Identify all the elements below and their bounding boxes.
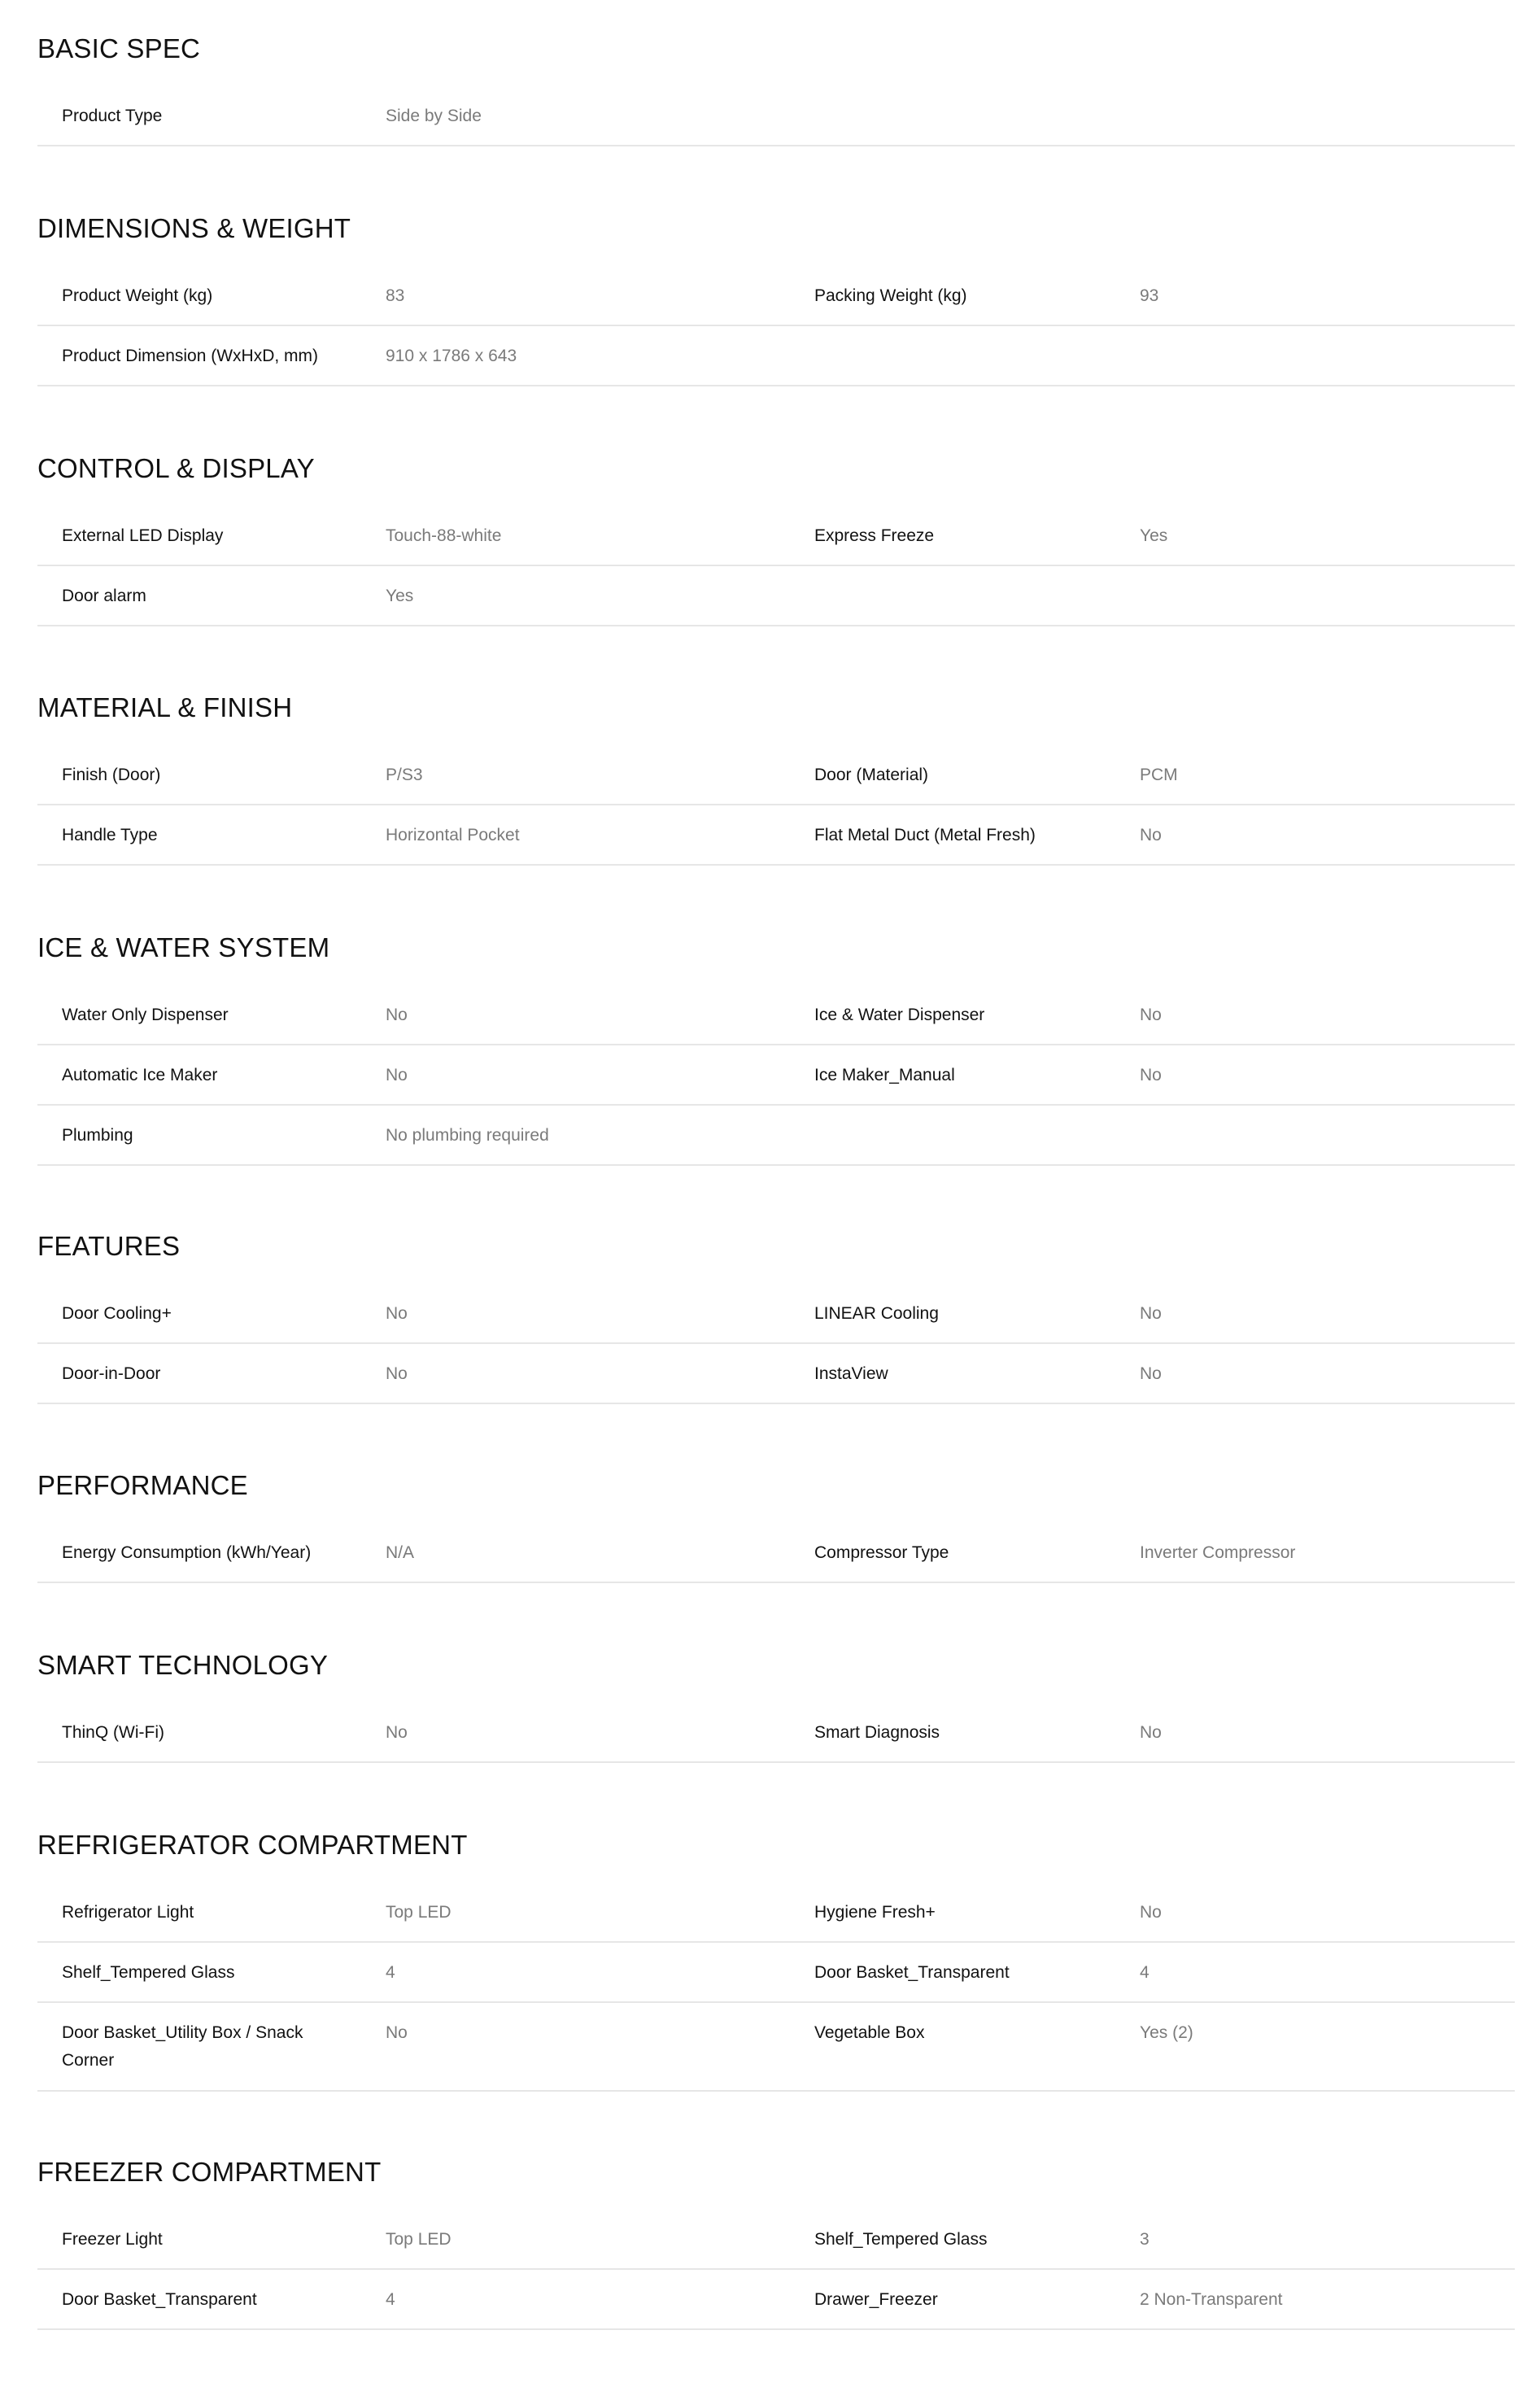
spec-value: No xyxy=(1140,1066,1162,1084)
spec-label: Packing Weight (kg) xyxy=(814,286,967,305)
spec-row xyxy=(37,2210,1515,2270)
spec-label: Smart Diagnosis xyxy=(814,1723,940,1742)
spec-value: 93 xyxy=(1140,286,1159,305)
spec-value: 910 x 1786 x 643 xyxy=(386,347,517,365)
spec-value: 4 xyxy=(1140,1963,1150,1982)
spec-value: No xyxy=(1140,1364,1162,1383)
spec-row xyxy=(37,1703,1515,1763)
spec-label: Plumbing xyxy=(62,1126,133,1145)
spec-value: 3 xyxy=(1140,2230,1150,2249)
section-title: DIMENSIONS & WEIGHT xyxy=(37,213,351,243)
spec-label: External LED Display xyxy=(62,526,224,545)
spec-row xyxy=(37,506,1515,566)
spec-row xyxy=(37,1943,1515,2003)
spec-row xyxy=(37,326,1515,386)
section-title: MATERIAL & FINISH xyxy=(37,692,293,722)
spec-label: Door Basket_Transparent xyxy=(814,1963,1010,1982)
spec-value: N/A xyxy=(386,1543,415,1562)
spec-value: No xyxy=(1140,1304,1162,1323)
spec-row xyxy=(37,1284,1515,1344)
spec-label: ThinQ (Wi-Fi) xyxy=(62,1723,164,1742)
spec-value: Touch-88-white xyxy=(386,526,502,545)
spec-label: Finish (Door) xyxy=(62,766,161,784)
spec-row xyxy=(37,1106,1515,1166)
spec-label: Door alarm xyxy=(62,587,146,605)
section-title: CONTROL & DISPLAY xyxy=(37,453,315,483)
spec-row xyxy=(37,1883,1515,1943)
spec-label: Express Freeze xyxy=(814,526,935,545)
spec-label: Hygiene Fresh+ xyxy=(814,1903,936,1922)
spec-label: Compressor Type xyxy=(814,1543,949,1562)
spec-value: No xyxy=(386,1723,408,1742)
spec-value: Inverter Compressor xyxy=(1140,1543,1296,1562)
spec-label: Ice Maker_Manual xyxy=(814,1066,955,1084)
spec-value: No xyxy=(386,1364,408,1383)
spec-label: Shelf_Tempered Glass xyxy=(814,2230,988,2249)
spec-label: LINEAR Cooling xyxy=(814,1304,939,1323)
spec-label: Product Dimension (WxHxD, mm) xyxy=(62,347,319,365)
spec-label: InstaView xyxy=(814,1364,888,1383)
spec-row xyxy=(37,2003,1515,2092)
section-title: FREEZER COMPARTMENT xyxy=(37,2157,382,2187)
spec-value: No xyxy=(1140,826,1162,844)
spec-value: Top LED xyxy=(386,1903,452,1922)
spec-label: Shelf_Tempered Glass xyxy=(62,1963,235,1982)
spec-value: PCM xyxy=(1140,766,1178,784)
spec-label: Door Cooling+ xyxy=(62,1304,172,1323)
section-title: FEATURES xyxy=(37,1231,181,1261)
spec-label: Water Only Dispenser xyxy=(62,1006,229,1024)
spec-value: 4 xyxy=(386,2290,395,2309)
section-title: BASIC SPEC xyxy=(37,33,201,63)
spec-label: Product Type xyxy=(62,107,163,125)
spec-label: Ice & Water Dispenser xyxy=(814,1006,985,1024)
spec-row xyxy=(37,2270,1515,2330)
section-title: REFRIGERATOR COMPARTMENT xyxy=(37,1830,468,1860)
spec-value: No xyxy=(386,1304,408,1323)
spec-value: P/S3 xyxy=(386,766,423,784)
spec-label: Door Basket_Utility Box / Snack Corner xyxy=(62,2023,303,2070)
spec-value: Top LED xyxy=(386,2230,452,2249)
spec-row xyxy=(37,745,1515,805)
section-title: SMART TECHNOLOGY xyxy=(37,1650,329,1680)
spec-row xyxy=(37,566,1515,626)
section-title: ICE & WATER SYSTEM xyxy=(37,932,330,962)
spec-value: 83 xyxy=(386,286,405,305)
spec-value: Horizontal Pocket xyxy=(386,826,520,844)
section-title: PERFORMANCE xyxy=(37,1470,248,1500)
spec-value: No xyxy=(1140,1723,1162,1742)
spec-value: No xyxy=(386,2023,408,2042)
spec-label: Door Basket_Transparent xyxy=(62,2290,257,2309)
spec-value: Yes (2) xyxy=(1140,2023,1193,2042)
spec-value: Yes xyxy=(1140,526,1168,545)
spec-label: Product Weight (kg) xyxy=(62,286,213,305)
spec-row xyxy=(37,1523,1515,1583)
spec-row xyxy=(37,266,1515,326)
spec-label: Freezer Light xyxy=(62,2230,163,2249)
spec-value: Yes xyxy=(386,587,414,605)
spec-value: No xyxy=(386,1066,408,1084)
spec-value: No xyxy=(1140,1903,1162,1922)
spec-row xyxy=(37,86,1515,146)
spec-label: Vegetable Box xyxy=(814,2023,925,2042)
spec-label: Refrigerator Light xyxy=(62,1903,194,1922)
spec-label: Automatic Ice Maker xyxy=(62,1066,218,1084)
spec-label: Flat Metal Duct (Metal Fresh) xyxy=(814,826,1036,844)
spec-label: Door-in-Door xyxy=(62,1364,161,1383)
spec-value: 4 xyxy=(386,1963,395,1982)
spec-label: Drawer_Freezer xyxy=(814,2290,938,2309)
spec-row xyxy=(37,1045,1515,1106)
spec-value: Side by Side xyxy=(386,107,482,125)
spec-row xyxy=(37,805,1515,866)
spec-label: Energy Consumption (kWh/Year) xyxy=(62,1543,312,1562)
spec-value: No plumbing required xyxy=(386,1126,549,1145)
spec-row xyxy=(37,1344,1515,1404)
spec-label: Door (Material) xyxy=(814,766,929,784)
spec-label: Handle Type xyxy=(62,826,158,844)
spec-row xyxy=(37,985,1515,1045)
spec-value: 2 Non-Transparent xyxy=(1140,2290,1283,2309)
spec-value: No xyxy=(1140,1006,1162,1024)
spec-value: No xyxy=(386,1006,408,1024)
